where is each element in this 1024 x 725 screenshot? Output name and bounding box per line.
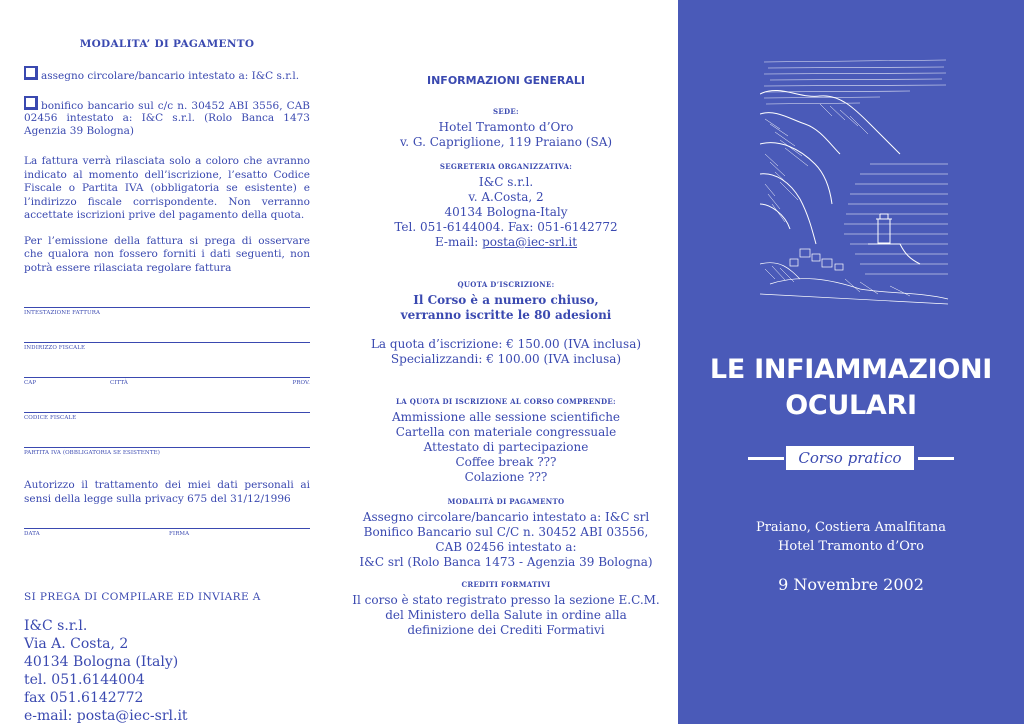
addr-city: 40134 Bologna (Italy) bbox=[24, 654, 179, 670]
privacy-consent: Autorizzo il trattamento dei miei dati personali ai sensi della legge sulla privacy 675 del 31/12/1996 bbox=[24, 479, 310, 505]
cover-title-line-1: LE INFIAMMAZIONI bbox=[709, 354, 993, 385]
email-prefix: E-mail: bbox=[434, 235, 483, 249]
segreteria-email-line bbox=[352, 235, 660, 250]
firma-label: FIRMA bbox=[169, 531, 190, 537]
quota-line-2: Specializzandi: € 100.00 (IVA inclusa) bbox=[390, 352, 622, 366]
banner-line-left bbox=[748, 457, 784, 460]
quota-bold-1: Il Corso è a numero chiuso, bbox=[413, 293, 599, 307]
addr-name: I&C s.r.l. bbox=[24, 618, 88, 634]
payment-form-panel bbox=[0, 0, 334, 724]
pagamento-1: Assegno circolare/bancario intestato a: I&C srl bbox=[362, 510, 650, 524]
payment-option-check-label: assegno circolare/bancario intestato a: I&C s.r.l. bbox=[41, 70, 300, 82]
prov-label: PROV. bbox=[292, 380, 310, 386]
payment-option-bank-label: bonifico bancario sul c/c n. 30452 ABI 3556, CAB 02456 intestato a: I&C s.r.l. (Rolo Banca 1473 Agenzia 39 Bologna) bbox=[24, 99, 310, 137]
crediti-1: Il corso è stato registrato presso la sezione E.C.M. bbox=[352, 593, 660, 607]
cover-panel bbox=[678, 0, 1024, 724]
pagamento-3: CAB 02456 intestato a: bbox=[435, 540, 577, 554]
addr-email: e-mail: posta@iec-srl.it bbox=[24, 708, 188, 724]
invoice-data-paragraph: Per l’emissione della fattura si prega di osservare che qualora non fossero forniti i dati seguenti, non potrà essere rilasciata regolare fattura bbox=[24, 234, 310, 274]
comprende-1: Ammissione alle sessione scientifiche bbox=[391, 410, 621, 424]
data-label: DATA bbox=[24, 531, 40, 537]
date-signature-field[interactable] bbox=[24, 506, 310, 537]
addr-street: Via A. Costa, 2 bbox=[24, 636, 129, 652]
segreteria-label: SEGRETERIA ORGANIZZATIVA: bbox=[439, 162, 573, 171]
intestazione-field[interactable] bbox=[24, 287, 310, 316]
pagamento-2: Bonifico Bancario sul C/C n. 30452 ABI 03556, bbox=[363, 525, 649, 539]
course-label: Corso pratico bbox=[786, 446, 914, 470]
addr-fax: fax 051.6142772 bbox=[24, 690, 144, 706]
cover-title bbox=[678, 352, 1024, 424]
comprende-5: Colazione ??? bbox=[464, 470, 548, 484]
pagamento-label: MODALITÀ DI PAGAMENTO bbox=[447, 497, 565, 506]
course-banner bbox=[748, 446, 954, 470]
piva-label: PARTITA IVA (OBBLIGATORIA SE ESISTENTE) bbox=[24, 450, 160, 456]
cover-location bbox=[678, 518, 1024, 556]
coastline-illustration bbox=[760, 54, 950, 306]
codice-label: CODICE FISCALE bbox=[24, 415, 77, 421]
crediti-2: del Ministero della Salute in ordine alla bbox=[385, 608, 627, 622]
general-info-title: INFORMAZIONI GENERALI bbox=[427, 74, 585, 87]
partita-iva-field[interactable] bbox=[24, 413, 310, 456]
cap-label: CAP bbox=[24, 380, 37, 386]
crediti-3: definizione dei Crediti Formativi bbox=[407, 623, 605, 637]
indirizzo-field[interactable] bbox=[24, 308, 310, 351]
send-address bbox=[24, 617, 310, 725]
quota-line-1: La quota d’iscrizione: € 150.00 (IVA inclusa) bbox=[370, 337, 642, 351]
checkbox-icon[interactable] bbox=[24, 96, 38, 110]
banner-line-right bbox=[918, 457, 954, 460]
comprende-2: Cartella con materiale congressuale bbox=[395, 425, 617, 439]
quota-label: QUOTA D’ISCRIZIONE: bbox=[457, 280, 555, 289]
email-link[interactable]: posta@iec-srl.it bbox=[482, 235, 578, 249]
invoice-fields bbox=[24, 287, 310, 456]
payment-option-check[interactable] bbox=[24, 66, 310, 83]
cover-place-2: Hotel Tramonto d’Oro bbox=[778, 539, 924, 554]
indirizzo-label: INDIRIZZO FISCALE bbox=[24, 345, 86, 351]
cover-title-line-2: OCULARI bbox=[785, 390, 917, 421]
send-to-title: SI PREGA DI COMPILARE ED INVIARE A bbox=[24, 591, 261, 603]
comprende-4: Coffee break ??? bbox=[455, 455, 557, 469]
segreteria-line-3: 40134 Bologna-Italy bbox=[444, 205, 568, 219]
sede-line-2: v. G. Capriglione, 119 Praiano (SA) bbox=[399, 135, 613, 149]
codice-fiscale-field[interactable] bbox=[24, 378, 310, 421]
sede-label: SEDE: bbox=[493, 107, 519, 116]
quota-bold-2: verranno iscritte le 80 adesioni bbox=[400, 308, 612, 322]
checkbox-icon[interactable] bbox=[24, 66, 38, 80]
segreteria-line-1: I&C s.r.l. bbox=[478, 175, 534, 189]
segreteria-line-4: Tel. 051-6144004. Fax: 051-6142772 bbox=[394, 220, 618, 234]
invoice-paragraph: La fattura verrà rilasciata solo a coloro che avranno indicato al momento dell’iscrizione, l’esatto Codice Fiscale o Partita IVA (obbligatoria se esistente) e l’indirizzo fiscale corrispondente. Non verranno accettate iscrizioni prive del pagamento della quota. bbox=[24, 155, 310, 221]
cover-date: 9 Novembre 2002 bbox=[778, 575, 924, 594]
intestazione-label: INTESTAZIONE FATTURA bbox=[24, 310, 101, 316]
general-info-panel bbox=[352, 0, 660, 724]
comprende-3: Attestato di partecipazione bbox=[423, 440, 589, 454]
cap-citta-prov-field[interactable] bbox=[24, 343, 310, 386]
payment-title: MODALITA’ DI PAGAMENTO bbox=[79, 38, 255, 50]
cover-place-1: Praiano, Costiera Amalfitana bbox=[755, 520, 947, 535]
payment-option-bank[interactable] bbox=[24, 96, 310, 138]
citta-label: CITTÀ bbox=[110, 380, 128, 386]
crediti-label: CREDITI FORMATIVI bbox=[461, 580, 551, 589]
segreteria-line-2: v. A.Costa, 2 bbox=[468, 190, 544, 204]
addr-tel: tel. 051.6144004 bbox=[24, 672, 145, 688]
comprende-label: LA QUOTA DI ISCRIZIONE AL CORSO COMPRENDE: bbox=[396, 397, 616, 406]
pagamento-4: I&C srl (Rolo Banca 1473 - Agenzia 39 Bologna) bbox=[359, 555, 653, 569]
sede-line-1: Hotel Tramonto d’Oro bbox=[438, 120, 574, 134]
